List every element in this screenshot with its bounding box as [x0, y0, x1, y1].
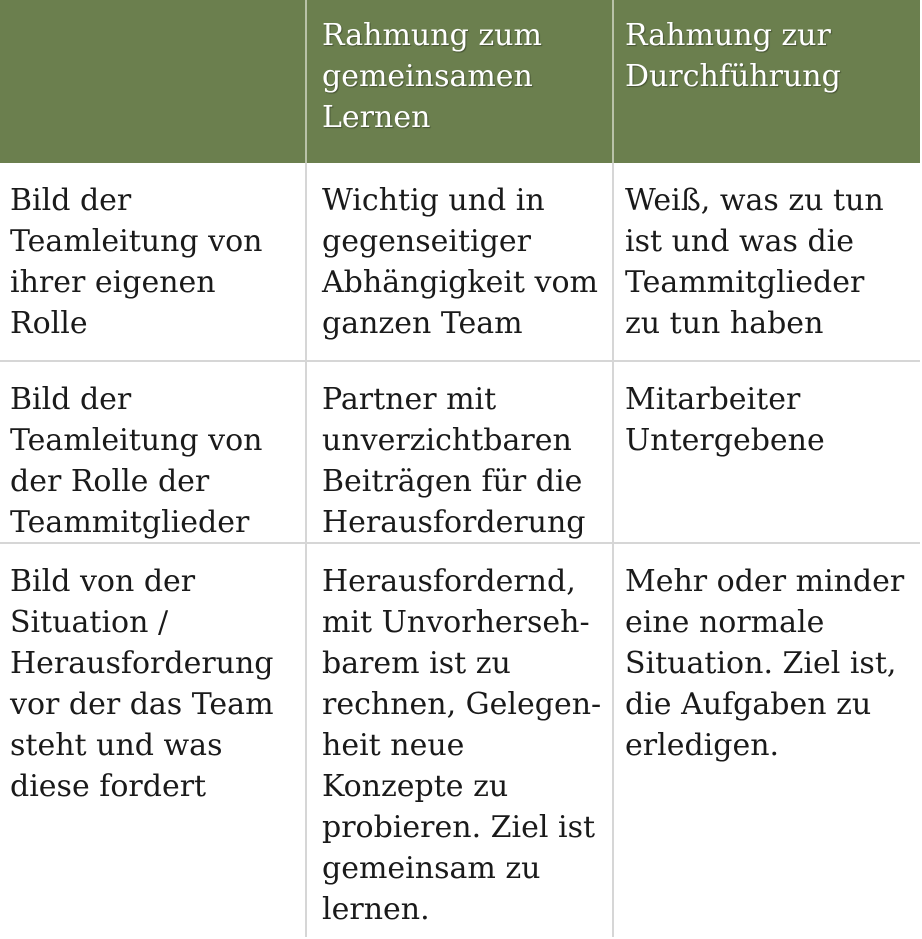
learning-cell: Herausfordernd, mit Unvorherseh-barem ist zu rechnen, Gelegen-heit neue Konzepte zu probieren. Ziel ist gemeinsam zu lernen. — [307, 544, 614, 937]
execution-cell: Weiß, was zu tun ist und was die Teammitglieder zu tun haben — [614, 163, 920, 362]
learning-cell: Wichtig und in gegenseitiger Abhängigkeit vom ganzen Team — [307, 163, 614, 362]
header-cell-empty — [0, 0, 307, 163]
row-label: Bild der Teamleitung von ihrer eigenen Rolle — [0, 163, 307, 362]
learning-cell: Partner mit unverzichtbaren Beiträgen für die Herausforderung — [307, 362, 614, 544]
execution-cell: Mehr oder minder eine normale Situation. Ziel ist, die Aufgaben zu erledigen. — [625, 564, 905, 763]
row-label: Bild von der Situation / Herausforderung vor der das Team steht und was diese fordert — [0, 544, 307, 937]
row-label: Bild der Teamleitung von der Rolle der Teammitglieder — [0, 362, 307, 544]
header-cell-execution: Rahmung zur Durchführung — [614, 0, 920, 163]
execution-cell: Mitarbeiter Untergebene — [614, 362, 920, 544]
header-cell-learning: Rahmung zum gemeinsamen Lernen — [307, 0, 614, 163]
